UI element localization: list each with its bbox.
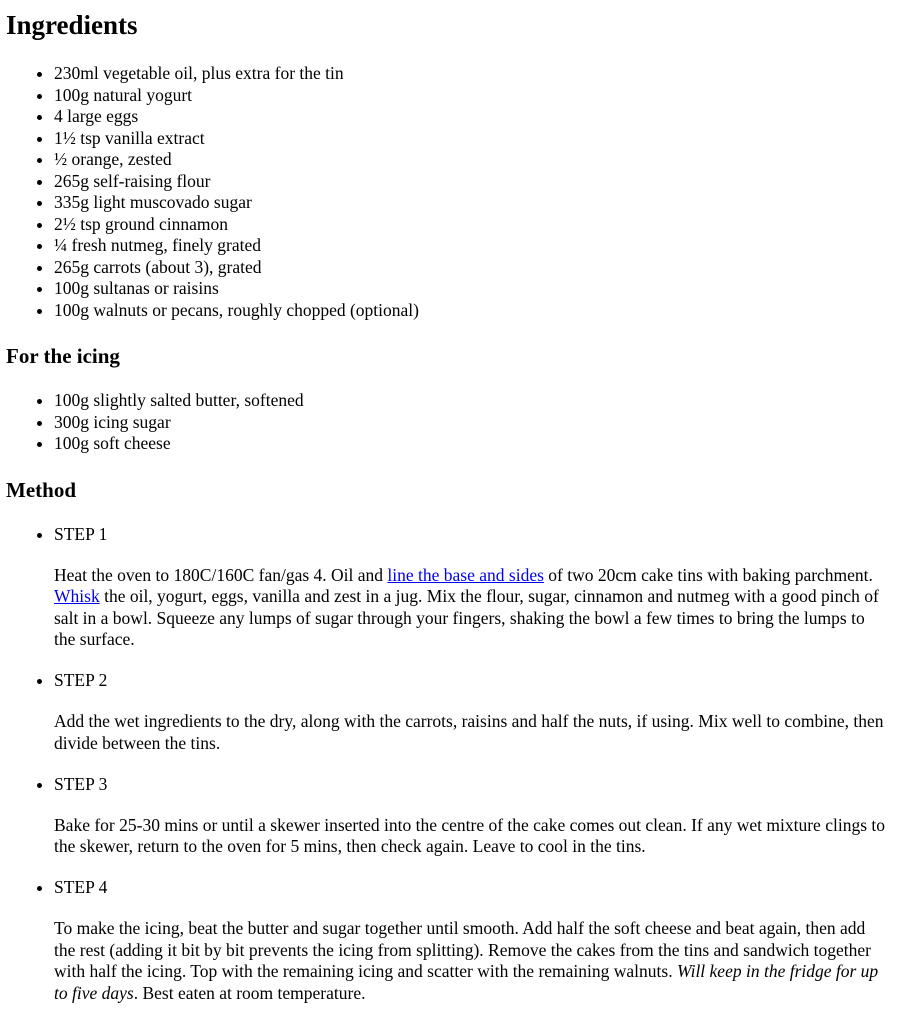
line-the-base-and-sides-link[interactable]: line the base and sides — [387, 564, 544, 585]
step-text-segment: Heat the oven to 180C/160C fan/gas 4. Oil and — [54, 564, 388, 585]
step-label: • STEP 3 — [54, 773, 108, 794]
step-label: • STEP 1 — [54, 523, 108, 544]
step-text-segment: . Best eaten at room temperature. — [133, 982, 366, 1003]
list-item: • 1½ tsp vanilla extract — [54, 128, 895, 150]
list-item: • 4 large eggs — [54, 106, 895, 128]
list-item: • 300g icing sugar — [54, 412, 895, 434]
step-text: Add the wet ingredients to the dry, along with the carrots, raisins and half the nuts, if using. Mix well to combine, then divide between the tins. — [54, 711, 884, 753]
step-label: • STEP 2 — [54, 670, 108, 690]
list-item: • 265g self-raising flour — [54, 171, 895, 193]
list-item: • ½ orange, zested — [54, 149, 895, 171]
method-step-1 — [54, 524, 895, 651]
step-text-segment: the oil, yogurt, eggs, vanilla and zest in a jug. Mix the flour, sugar, cinnamon and nutmeg with a good pinch of salt in a bowl. Squeeze any lumps of sugar through your fingers, shaking the bowl a few times to bring the lumps to the surface. — [54, 586, 879, 649]
step-text-segment: of two 20cm cake tins with baking parchment. — [543, 564, 873, 585]
list-item: • 265g carrots (about 3), grated — [54, 257, 895, 279]
method-step-3 — [54, 774, 895, 858]
step-text-segment: To make the icing, beat the butter and sugar together until smooth. Add half the soft cheese and beat again, then add the rest (adding it bit by bit prevents the icing from splitting). Remove the cakes from the tins and sandwich together with half the icing. Top with the remaining icing and scatter with the remaining walnuts. — [54, 918, 871, 981]
ingredients-list — [6, 63, 895, 321]
list-item: • 100g walnuts or pecans, roughly chopped (optional) — [54, 300, 895, 322]
method-step-2 — [54, 670, 895, 754]
list-item: • 230ml vegetable oil, plus extra for the tin — [54, 63, 895, 85]
list-item: • ¼ fresh nutmeg, finely grated — [54, 235, 895, 257]
list-item: • 100g slightly salted butter, softened — [54, 390, 895, 412]
icing-list — [6, 390, 895, 455]
method-list — [6, 524, 895, 1005]
step-text — [54, 918, 895, 1004]
step-text: Bake for 25-30 mins or until a skewer inserted into the centre of the cake comes out clean. If any wet mixture clings to the skewer, return to the oven for 5 mins, then check again. Leave to cool in the tins. — [54, 814, 885, 856]
step-label: • STEP 4 — [54, 877, 108, 897]
storage-note: Will keep in the fridge for up to five days — [54, 961, 879, 1003]
list-item: • 100g natural yogurt — [54, 85, 895, 107]
list-item: • 100g sultanas or raisins — [54, 278, 895, 300]
recipe-page — [0, 9, 901, 1024]
list-item: • 2½ tsp ground cinnamon — [54, 214, 895, 236]
step-text — [54, 565, 895, 651]
icing-heading: For the icing — [6, 344, 120, 368]
list-item: • 335g light muscovado sugar — [54, 192, 895, 214]
method-step-4 — [54, 877, 895, 1004]
method-heading: Method — [6, 477, 76, 502]
list-item: • 100g soft cheese — [54, 433, 895, 455]
whisk-link[interactable]: Whisk — [54, 586, 100, 606]
ingredients-heading: Ingredients — [6, 10, 138, 40]
